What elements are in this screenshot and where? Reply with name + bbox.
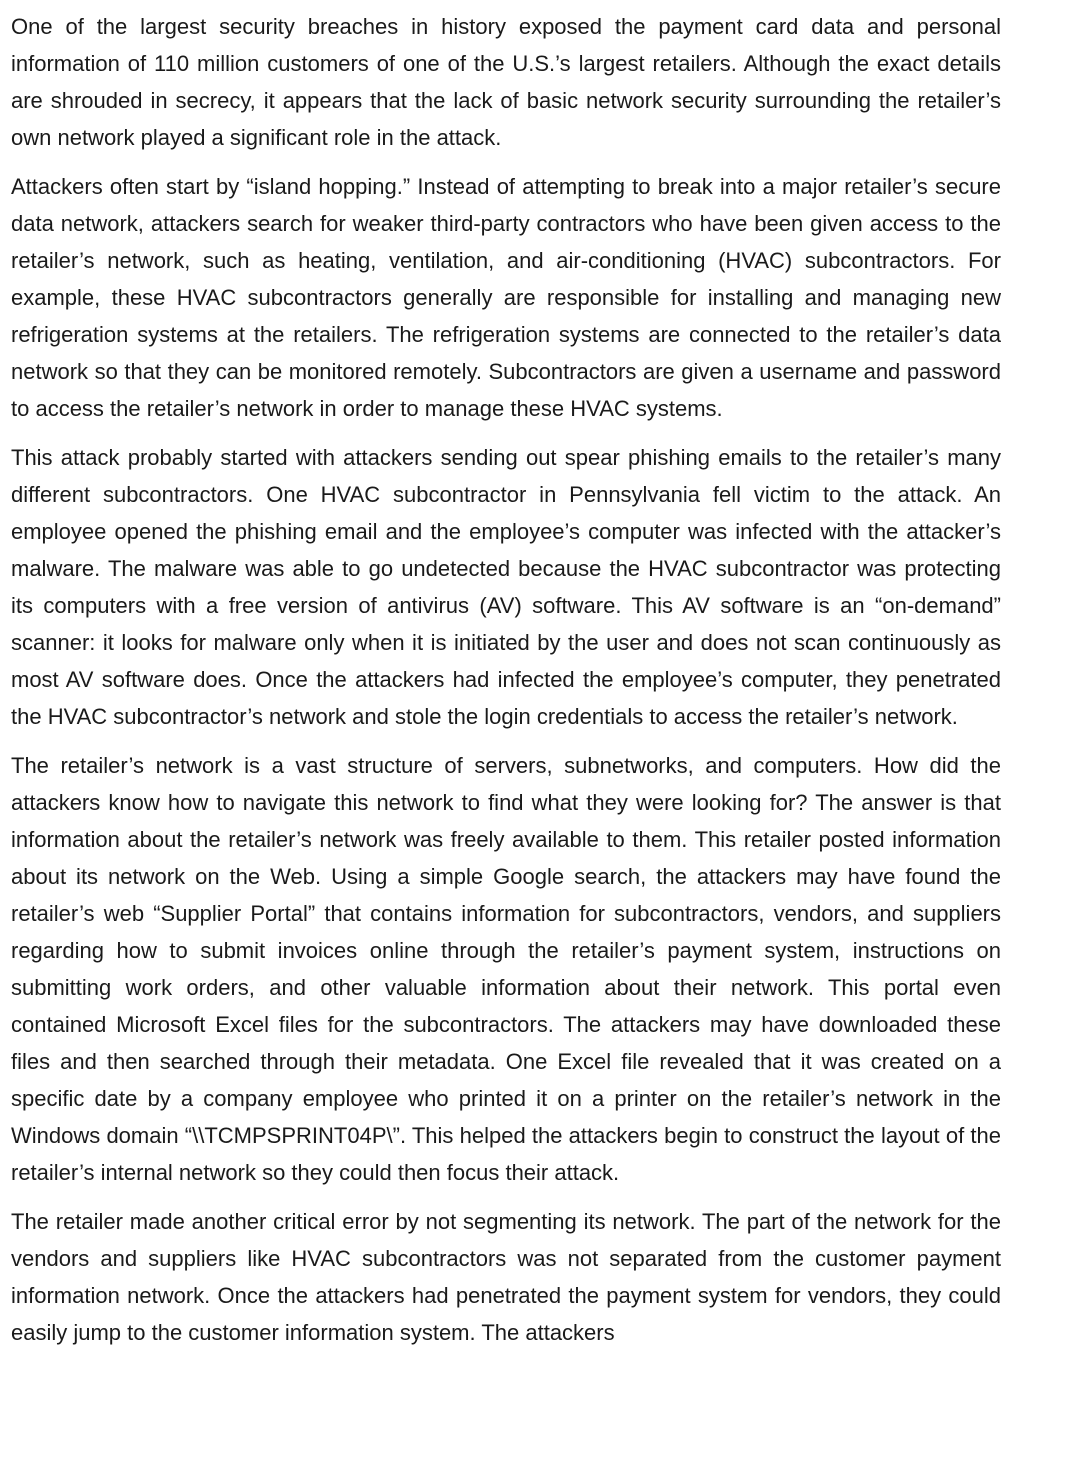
paragraph-network-navigation: The retailer’s network is a vast structure of servers, subnetworks, and computers. How did the attackers know how to navigate this network to find what they were looking for? The answer is that information about the retailer’s network was freely available to them. This retailer posted information about its network on the Web. Using a simple Google search, the attackers may have found the retailer’s web “Supplier Portal” that contains information for subcontractors, vendors, and suppliers regarding how to submit invoices online through the retailer’s payment system, instructions on submitting work orders, and other valuable information about their network. This portal even contained Microsoft Excel files for the subcontractors. The attackers may have downloaded these files and then searched through their metadata. One Excel file revealed that it was created on a specific date by a company employee who printed it on a printer on the retailer’s network in the Windows domain “\\TCMPSPRINT04P\”. This helped the attackers begin to construct the layout of the retailer’s internal network so they could then focus their attack. <box>11 753 1001 1185</box>
paragraph-spear-phishing: This attack probably started with attackers sending out spear phishing emails to the retailer’s many different subcontractors. One HVAC subcontractor in Pennsylvania fell victim to the attack. An employee opened the phishing email and the employee’s computer was infected with the attacker’s malware. The malware was able to go undetected because the HVAC subcontractor was protecting its computers with a free version of antivirus (AV) software. This AV software is an “on-demand” scanner: it looks for malware only when it is initiated by the user and does not scan continuously as most AV software does. Once the attackers had infected the employee’s computer, they penetrated the HVAC subcontractor’s network and stole the login credentials to access the retailer’s network. <box>11 445 1001 729</box>
document-body <box>11 8 1001 1363</box>
paragraph-network-segmentation: The retailer made another critical error by not segmenting its network. The part of the network for the vendors and suppliers like HVAC subcontractors was not separated from the customer payment information network. Once the attackers had penetrated the payment system for vendors, they could easily jump to the customer information system. The attackers <box>11 1209 1001 1345</box>
paragraph-island-hopping: Attackers often start by “island hopping.” Instead of attempting to break into a major retailer’s secure data network, attackers search for weaker third-party contractors who have been given access to the retailer’s network, such as heating, ventilation, and air-conditioning (HVAC) subcontractors. For example, these HVAC subcontractors generally are responsible for installing and managing new refrigeration systems at the retailers. The refrigeration systems are connected to the retailer’s data network so that they can be monitored remotely. Subcontractors are given a username and password to access the retailer’s network in order to manage these HVAC systems. <box>11 174 1001 421</box>
paragraph-breach-overview: One of the largest security breaches in history exposed the payment card data and personal information of 110 million customers of one of the U.S.’s largest retailers. Although the exact details are shrouded in secrecy, it appears that the lack of basic network security surrounding the retailer’s own network played a significant role in the attack. <box>11 14 1001 150</box>
